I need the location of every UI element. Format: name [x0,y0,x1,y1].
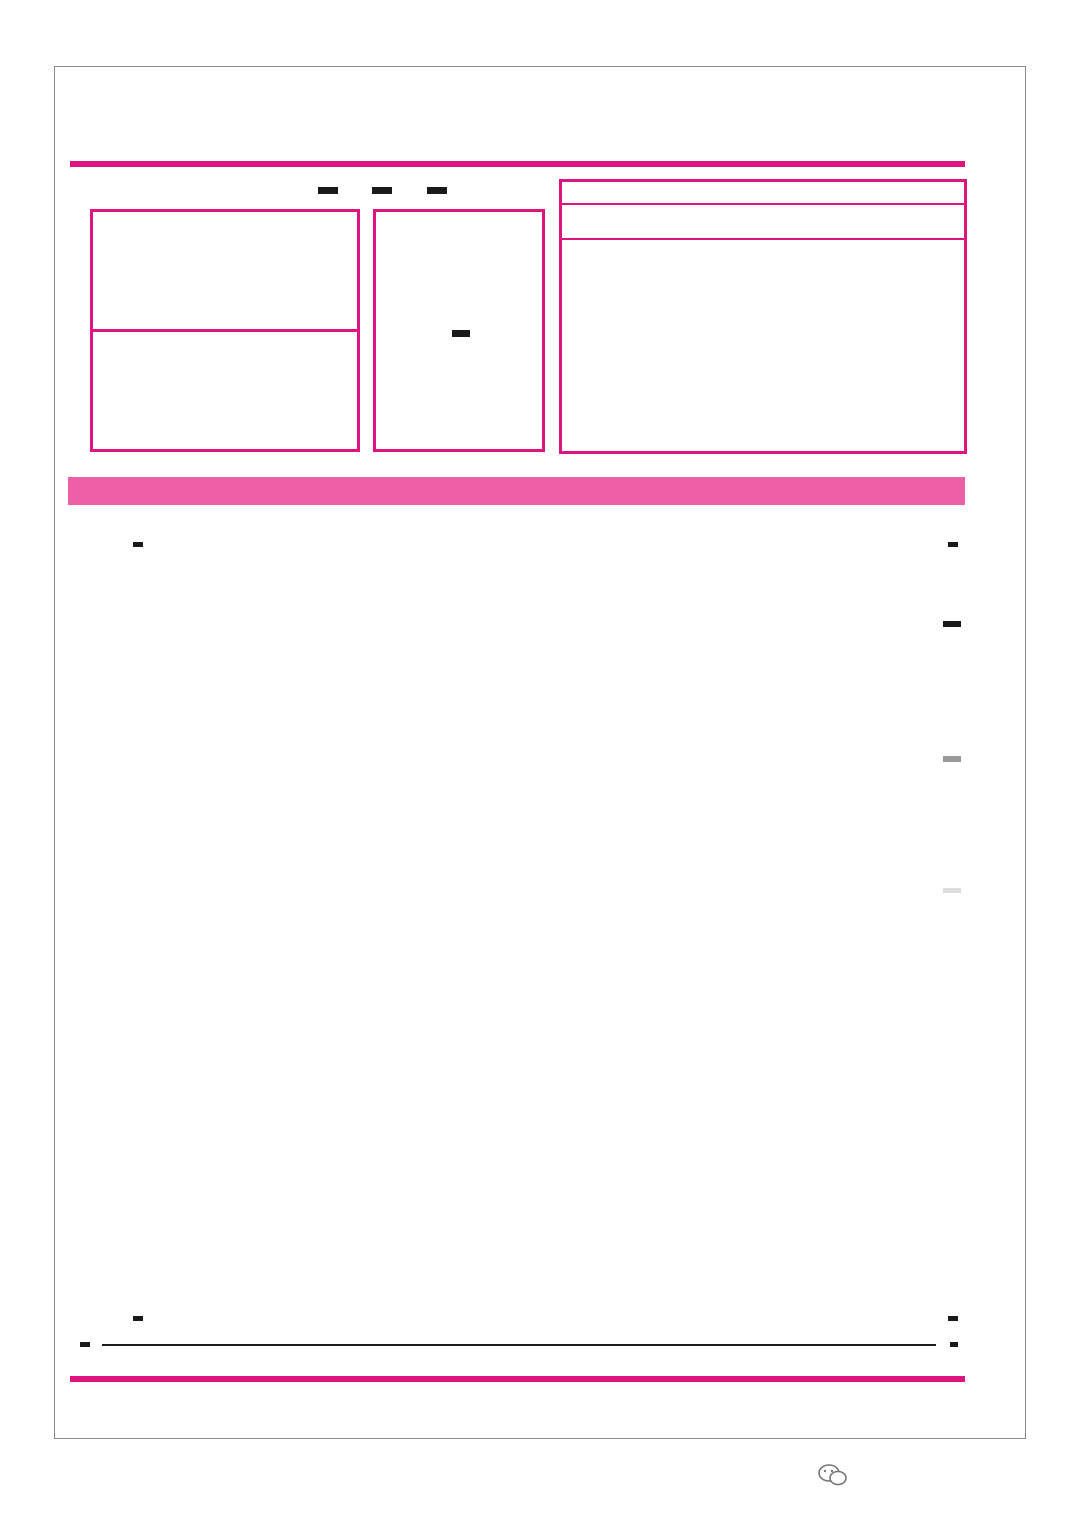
alignment-mark [133,1316,143,1321]
alignment-mark [943,756,961,762]
bottom-rule [102,1344,936,1346]
alignment-mark [943,888,961,893]
id-entry-divider [561,238,965,240]
alignment-mark [943,621,961,627]
alignment-mark [948,542,958,547]
part-header [68,477,965,505]
alignment-mark [133,542,143,547]
alignment-mark [427,187,447,194]
alignment-mark [372,187,392,194]
alignment-mark [80,1342,90,1347]
name-field[interactable] [90,329,360,452]
id-heading-divider [561,203,965,205]
school-field[interactable] [90,209,360,332]
alignment-mark [948,1316,958,1321]
admission-number-box [559,179,967,454]
correct-fill-example [452,330,470,337]
top-divider [70,161,965,167]
wechat-icon [818,1463,848,1487]
fill-instructions-box [373,209,545,452]
watermark [818,1463,854,1487]
alignment-mark [318,187,338,194]
bottom-divider [70,1376,965,1382]
alignment-mark [950,1342,958,1347]
